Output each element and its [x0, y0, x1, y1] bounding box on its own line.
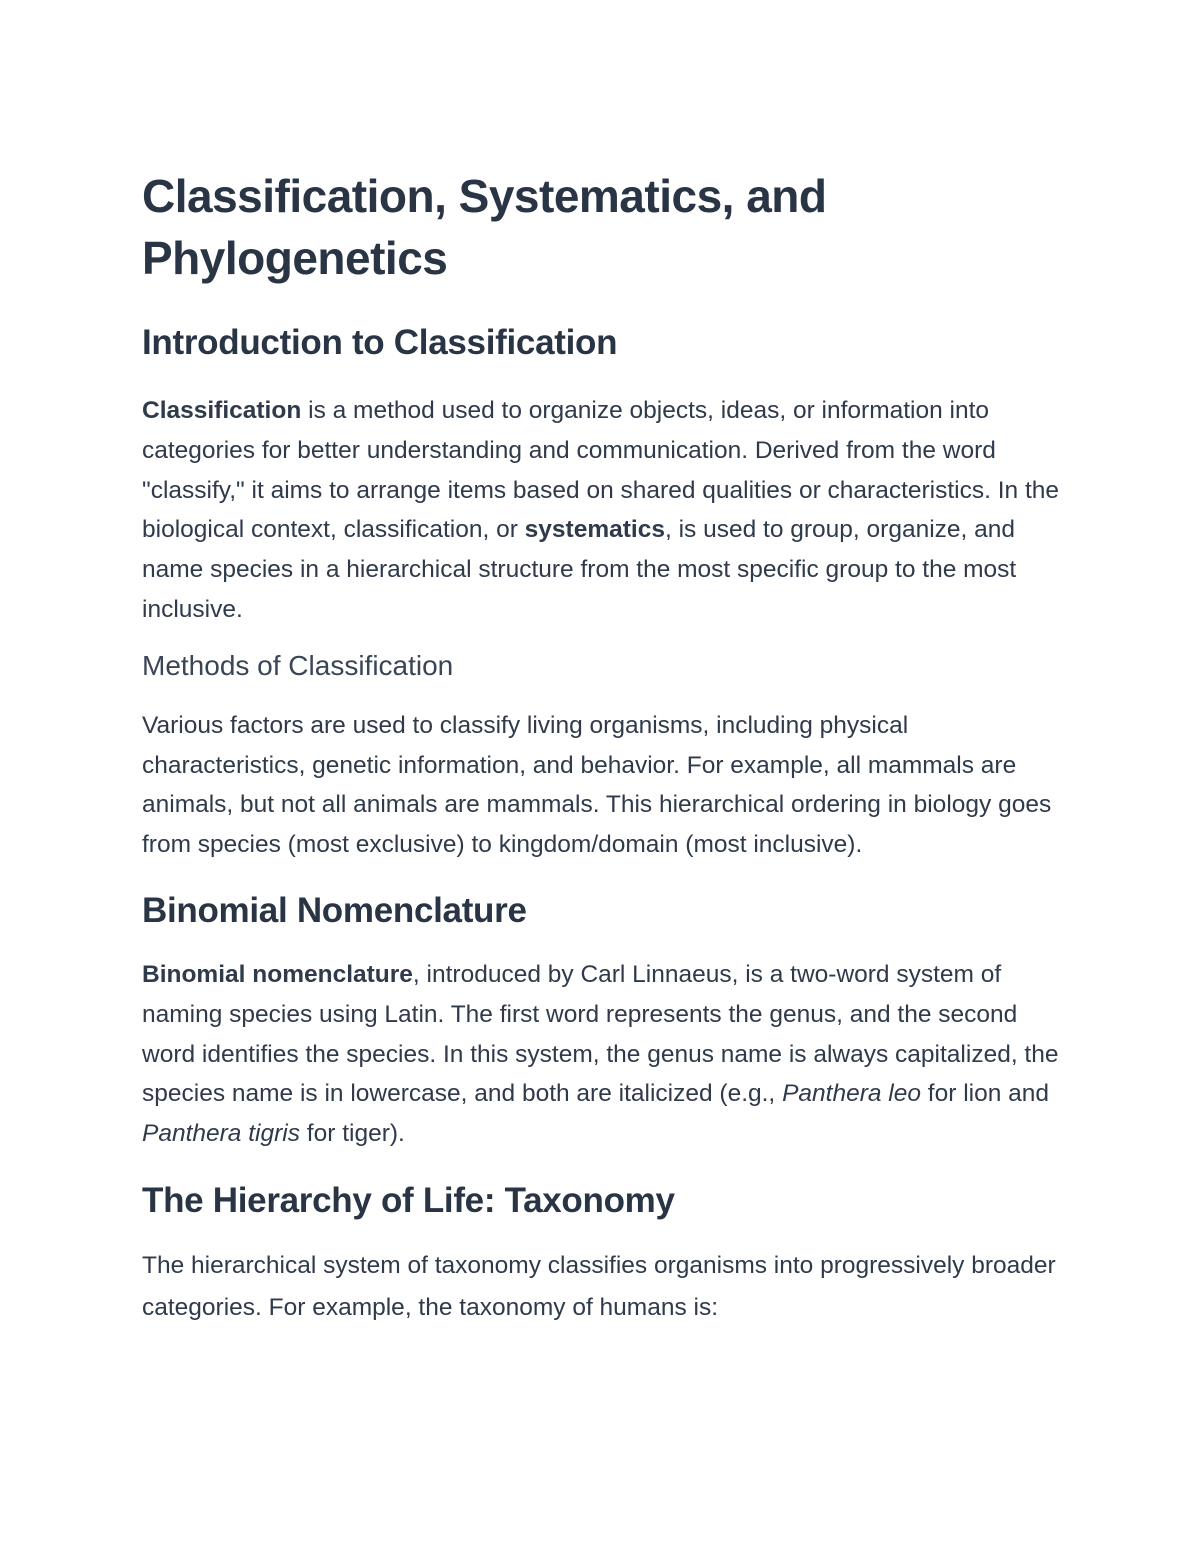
- section-heading-introduction: Introduction to Classification: [142, 323, 618, 362]
- term-classification: Classification: [142, 397, 302, 424]
- document-page: [142, 165, 1062, 1329]
- paragraph-binomial: [142, 955, 1062, 1154]
- example-panthera-leo: Panthera leo: [782, 1080, 921, 1108]
- term-systematics: systematics: [524, 516, 665, 544]
- binomial-text-1: , introduced by Carl Linnaeus, is a two-word system of naming species using Latin. The first word represents the genus, and the second word identifies the species. In this system, the genus name is always capitalized, the species name is in lowercase, and both are italicized (e.g.,: [142, 960, 1059, 1108]
- intro-text-1: is a method used to organize objects, ideas, or information into categories for better understanding and communication. Derived from the word "classify," it aims to arrange items based on shared qualities or characteristics. In the biological context, classification, or: [142, 397, 1060, 544]
- paragraph-taxonomy: The hierarchical system of taxonomy classifies organisms into progressively broader categories. For example, the taxonomy of humans is:: [142, 1251, 1056, 1321]
- page-title: Classification, Systematics, and Phylogenetics: [142, 170, 827, 284]
- section-heading-binomial: Binomial Nomenclature: [142, 890, 527, 930]
- section-heading-taxonomy: The Hierarchy of Life: Taxonomy: [142, 1180, 675, 1220]
- paragraph-methods: Various factors are used to classify living organisms, including physical characteristics, genetic information, and behavior. For example, all mammals are animals, but not all animals are mammals. This hierarchical ordering in biology goes from species (most exclusive) to kingdom/domain (most inclusive).: [142, 711, 1052, 859]
- binomial-text-2: for lion and: [921, 1080, 1050, 1108]
- example-panthera-tigris: Panthera tigris: [142, 1120, 300, 1148]
- subsection-heading-methods: Methods of Classification: [142, 649, 454, 681]
- intro-text-2: , is used to group, organize, and name species in a hierarchical structure from the most specific group to the most inclusive.: [142, 516, 1017, 623]
- term-binomial-nomenclature: Binomial nomenclature: [142, 960, 413, 988]
- binomial-text-3: for tiger).: [299, 1120, 405, 1148]
- paragraph-introduction: [142, 391, 1062, 630]
